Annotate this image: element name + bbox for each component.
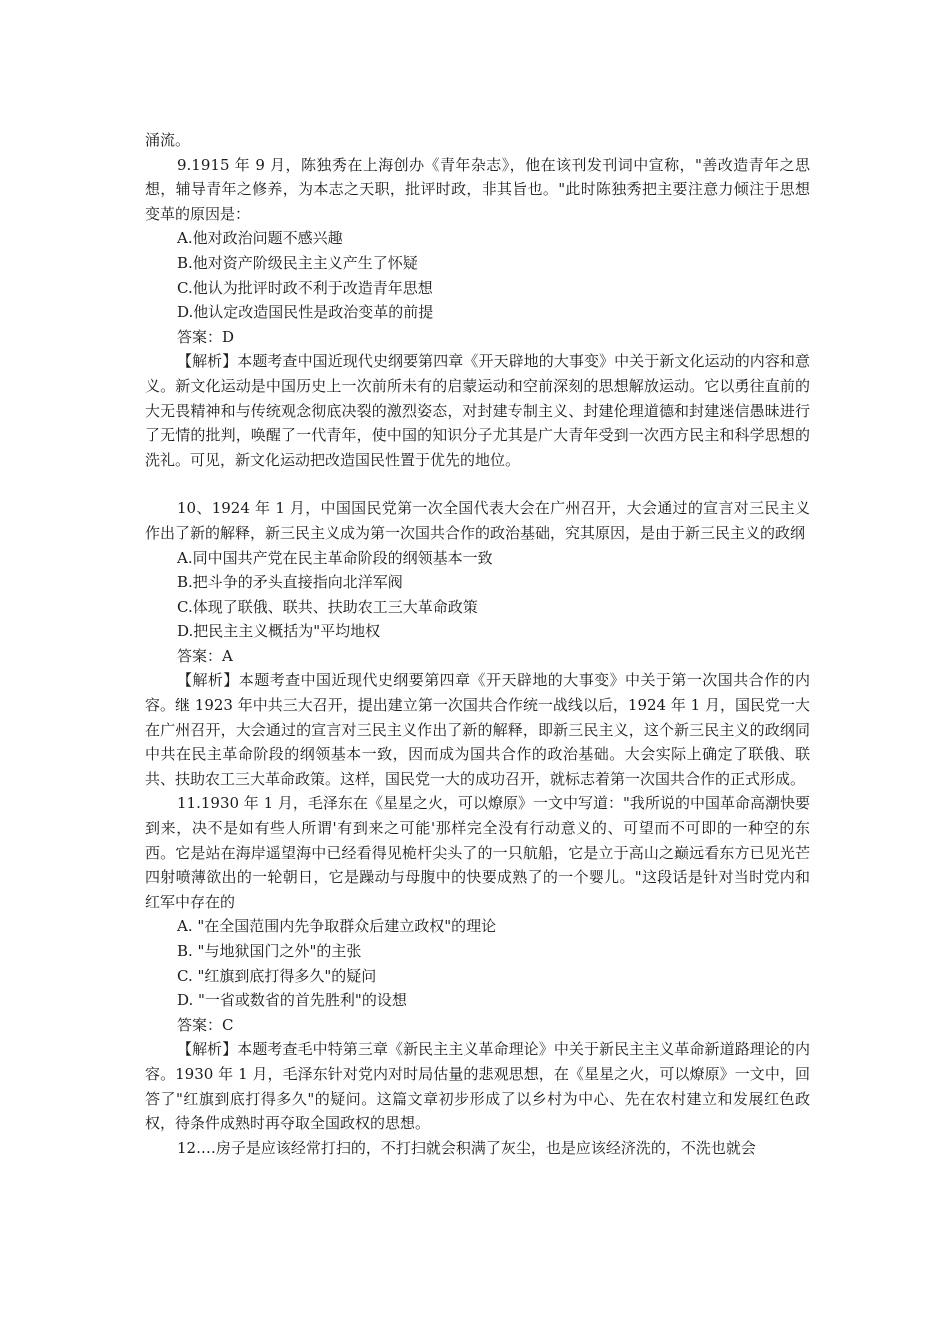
q10-option-a: A.同中国共产党在民主革命阶段的纲领基本一致 [177, 548, 493, 567]
question-9: 9.1915 年 9 月，陈独秀在上海创办《青年杂志》，他在该刊发刊词中宣称，"善改造青年之思想，辅导青年之修养，为本志之天职，批评时政，非其旨也。"此时陈独秀把主要注意力倾注于思想变革的原因是： [145, 155, 810, 223]
q11-option-a: A. "在全国范围内先争取群众后建立政权"的理论 [177, 917, 497, 936]
question-11: 11.1930 年 1 月，毛泽东在《星星之火，可以燎原》一文中写道："我所说的中国革命高潮快要到来，决不是如有些人所谓'有到来之可能'那样完全没有行动意义的、可望而不可即的一种空的东西。它是站在海岸遥望海中已经看得见桅杆尖头了的一只航船，它是立于高山之巅远看东方已见光芒四射喷薄欲出的一轮朝日，它是躁动与母腹中的快要成熟了的一个婴儿。"这段话是针对当时党内和红军中存在的 [145, 794, 810, 911]
q10-answer: 答案：A [177, 646, 233, 665]
question-12: 12.…房子是应该经常打扫的，不打扫就会积满了灰尘，也是应该经济洗的，不洗也就会 [177, 1138, 756, 1157]
q9-answer: 答案：D [177, 327, 235, 346]
question-10: 10、1924 年 1 月，中国国民党第一次全国代表大会在广州召开，大会通过的宣言对三民主义作出了新的解释，新三民主义成为第一次国共合作的政治基础，究其原因，是由于新三民主义的政纲 [145, 499, 810, 542]
q11-analysis: 【解析】本题考查毛中特第三章《新民主主义革命理论》中关于新民主主义革命新道路理论的内容。1930 年 1 月，毛泽东针对党内对时局估量的悲观思想，在《星星之火，可以燎原》一文中，回答了"红旗到底打得多久"的疑问。这篇文章初步形成了以乡村为中心、先在农村建立和发展红色政权，待条件成熟时再夺取全国政权的思想。 [145, 1040, 810, 1133]
document-page [145, 128, 810, 1160]
paragraph-gap [145, 472, 810, 496]
q10-analysis: 【解析】本题考查中国近现代史纲要第四章《开天辟地的大事变》中关于第一次国共合作的内容。继 1923 年中共三大召开，提出建立第一次国共合作统一战线以后，1924 年 1 月，国民党一大在广州召开，大会通过的宣言对三民主义作出了新的解释，即新三民主义，这个新三民主义的政纲同中共在民主革命阶段的纲领基本一致，因而成为国共合作的政治基础。大会实际上确定了联俄、联共、扶助农工三大革命政策。这样，国民党一大的成功召开，就标志着第一次国共合作的正式形成。 [145, 671, 810, 788]
lead-text: 涌流。 [145, 131, 191, 149]
q9-option-d: D.他认定改造国民性是政治变革的前提 [177, 303, 434, 322]
q11-option-c: C. "红旗到底打得多久"的疑问 [177, 966, 377, 985]
q9-option-b: B.他对资产阶级民主主义产生了怀疑 [177, 253, 418, 272]
q11-option-b: B. "与地狱国门之外"的主张 [177, 942, 362, 960]
q9-analysis: 【解析】本题考查中国近现代史纲要第四章《开天辟地的大事变》中关于新文化运动的内容和意义。新文化运动是中国历史上一次前所未有的启蒙运动和空前深刻的思想解放运动。它以勇往直前的大无畏精神和与传统观念彻底决裂的激烈姿态，对封建专制主义、封建伦理道德和封建迷信愚昧进行了无情的批判，唤醒了一代青年，使中国的知识分子尤其是广大青年受到一次西方民主和科学思想的洗礼。可见，新文化运动把改造国民性置于优先的地位。 [145, 352, 810, 469]
q9-option-a: A.他对政治问题不感兴趣 [177, 229, 343, 248]
q10-option-c: C.体现了联俄、联共、扶助农工三大革命政策 [177, 597, 478, 616]
q9-option-c: C.他认为批评时政不利于改造青年思想 [177, 278, 433, 297]
q10-option-d: D.把民主主义概括为"平均地权 [177, 622, 381, 641]
q10-option-b: B.把斗争的矛头直接指向北洋军阀 [177, 573, 403, 592]
q11-answer: 答案：C [177, 1015, 234, 1034]
q11-option-d: D. "一省或数省的首先胜利"的设想 [177, 991, 407, 1010]
